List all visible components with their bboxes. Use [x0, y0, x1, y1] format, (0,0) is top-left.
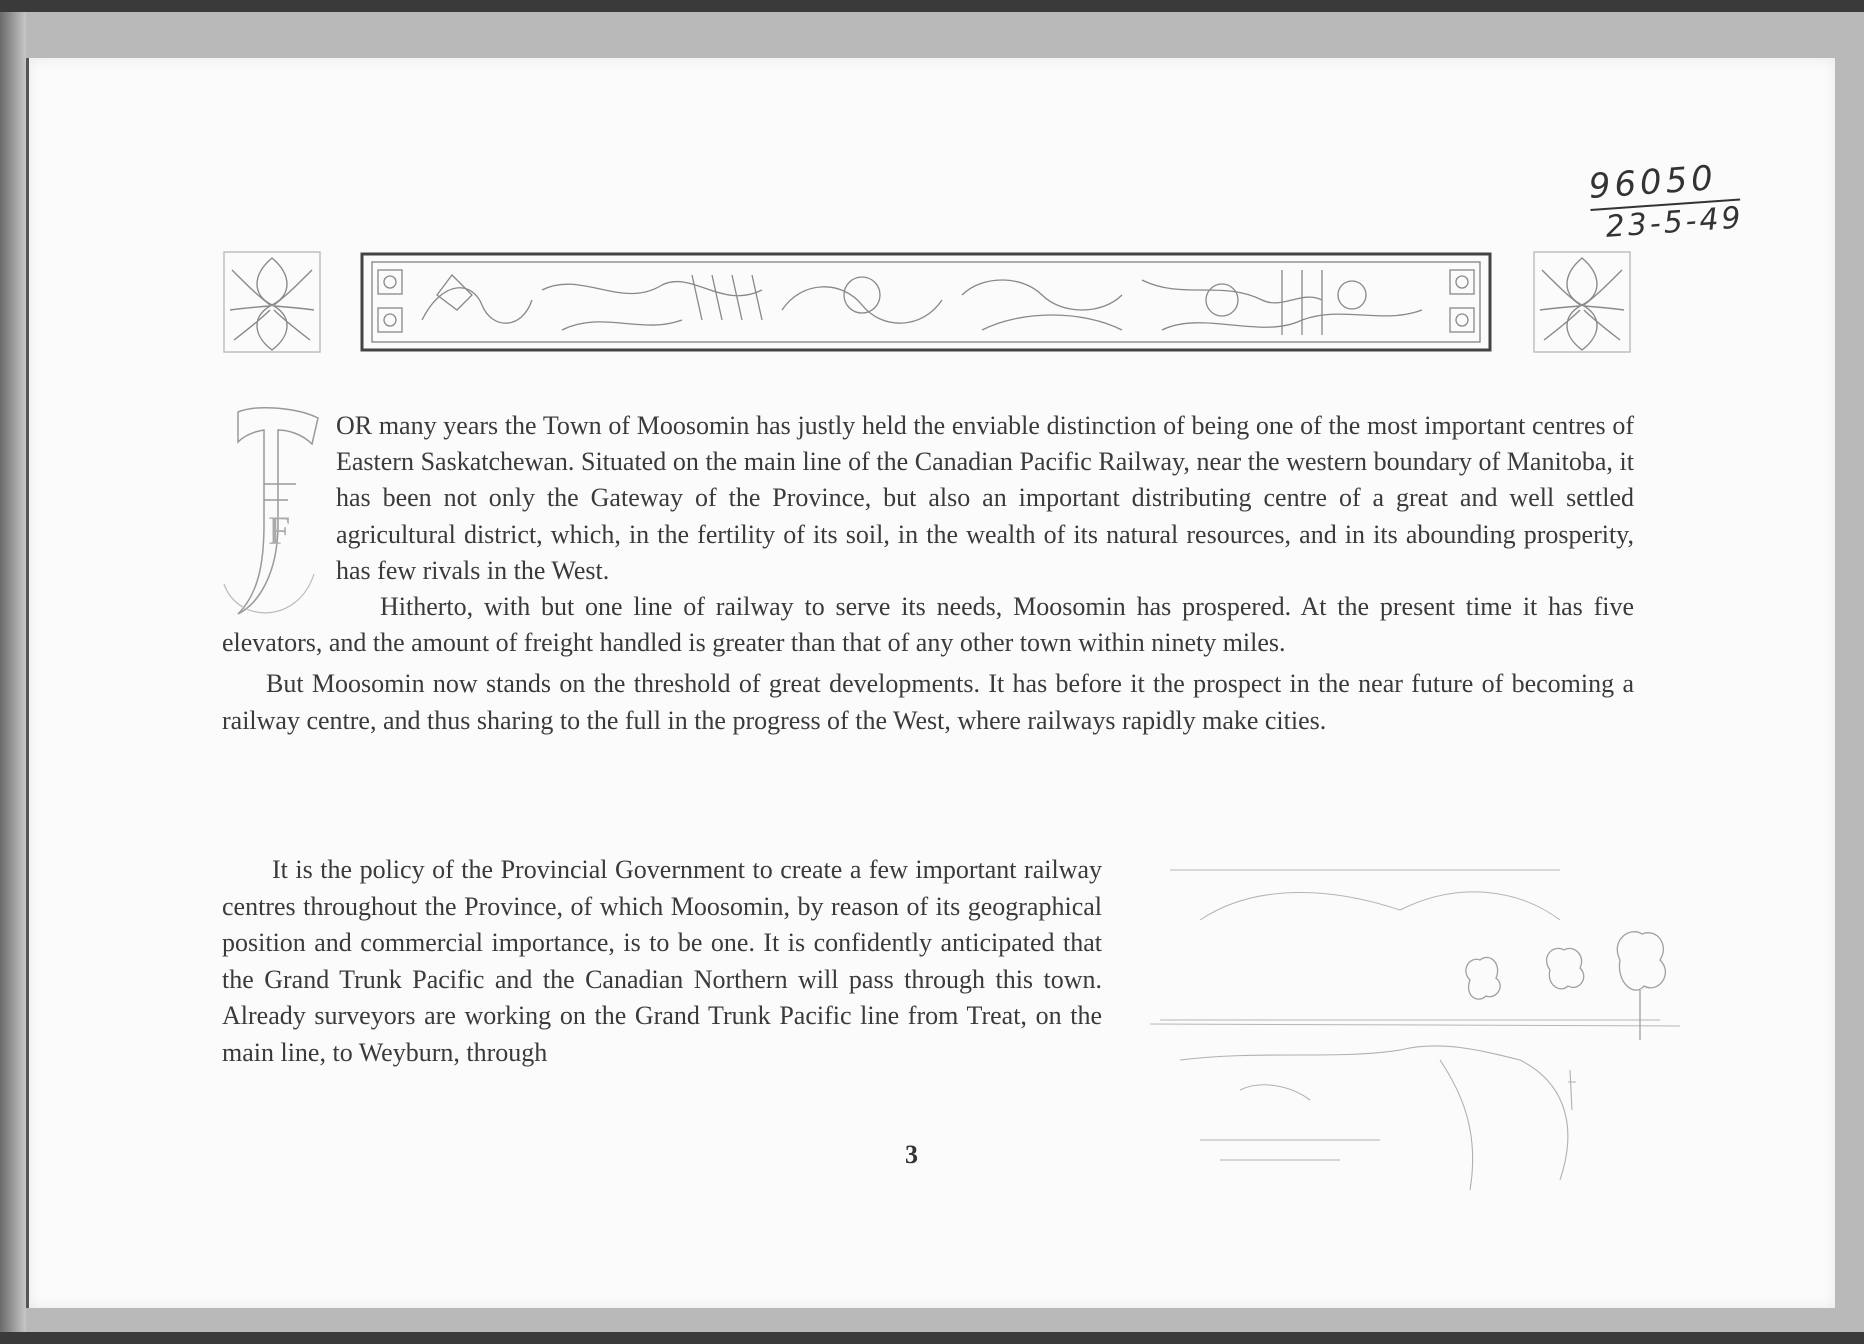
paragraph-2: Hitherto, with but one line of railway to serve its needs, Moosomin has prospered. At the present time it has five elevators, and the amount of freight handled is greater than that of any other town within ninety miles. [222, 592, 1634, 658]
center-frieze [362, 254, 1490, 350]
accession-number: 96050 [1587, 157, 1740, 211]
right-ornament-icon [1534, 252, 1630, 352]
handwritten-annotation [1587, 153, 1792, 246]
body-text-bottom [222, 852, 1102, 1072]
ornamental-headpiece [222, 250, 1632, 360]
landscape-sketch-icon [1140, 860, 1700, 1200]
accession-date: 23-5-49 [1604, 200, 1745, 245]
left-ornament-icon [224, 252, 320, 352]
paragraph-1: OR many years the Town of Moosomin has justly held the enviable distinction of being one of the most important centres of Eastern Saskatchewan. Situated on the main line of the Canadian Pacific Railway, near the western boundary of Manitoba, it has been not only the Gateway of the Province, but also an important distributing centre of a great and well settled agricultural district, which, in the fertility of its soil, in the wealth of its natural resources, and in its abounding prosperity, has few rivals in the West. [336, 411, 1634, 585]
body-text-top [222, 408, 1634, 739]
svg-text:F: F [268, 508, 291, 553]
paragraph-4: It is the policy of the Provincial Government to create a few important railway centres throughout the Province, of which Moosomin, by reason of its geographical position and commercial importance, is to be one. It is confidently anticipated that the Grand Trunk Pacific and the Canadian Northern will pass through this town. Already surveyors are working on the Grand Trunk Pacific line from Treat, on the main line, to Weyburn, through [222, 855, 1102, 1067]
drop-cap-f-icon [218, 404, 328, 624]
binding-edge [0, 12, 26, 1332]
paragraph-3: But Moosomin now stands on the threshold of great developments. It has before it the prospect in the near future of becoming a railway centre, and thus sharing to the full in the progress of the West, where railways rapidly make cities. [222, 669, 1634, 735]
page-number: 3 [905, 1140, 918, 1169]
